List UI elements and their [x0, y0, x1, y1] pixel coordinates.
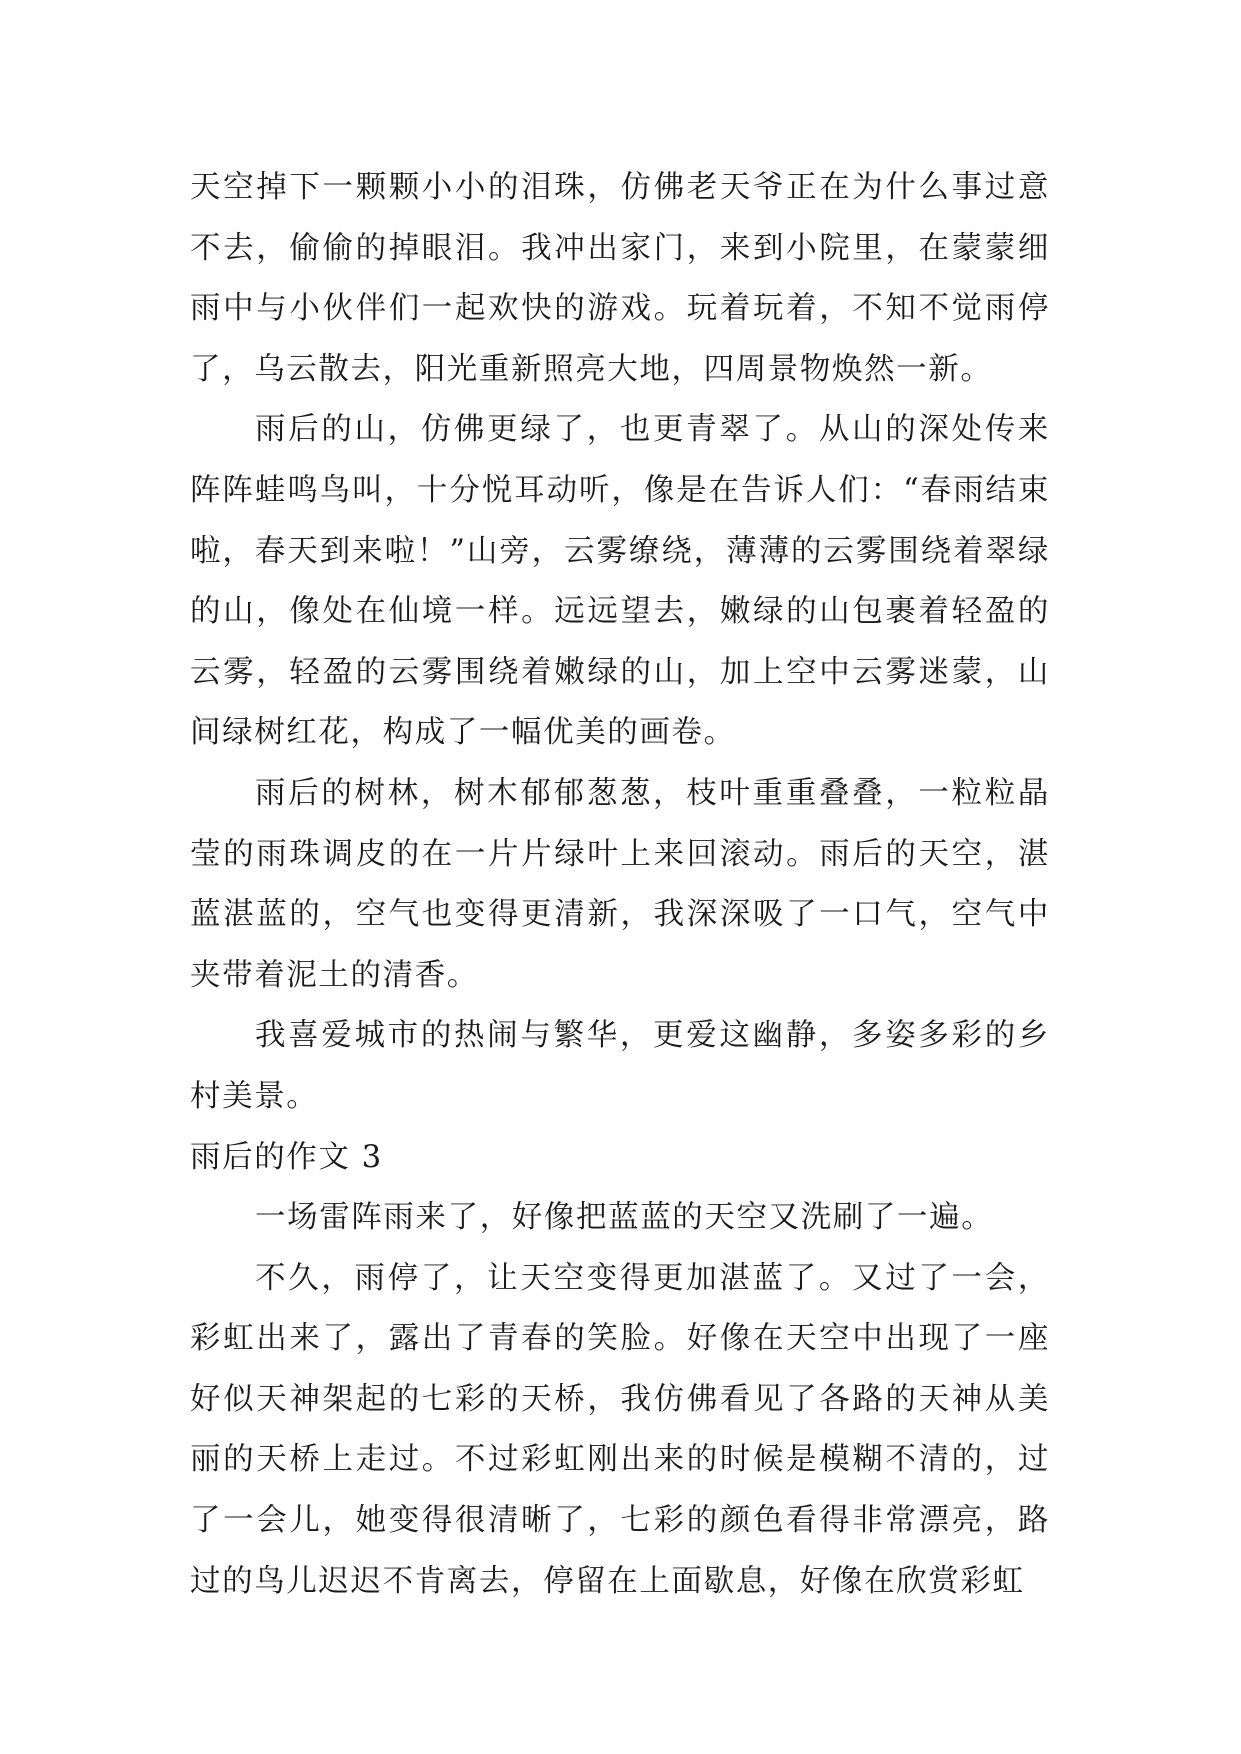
paragraph-2: 雨后的山，仿佛更绿了，也更青翠了。从山的深处传来阵阵蛙鸣鸟叫，十分悦耳动听，像是在告诉人们：“春雨结束啦，春天到来啦！”山旁，云雾缭绕，薄薄的云雾围绕着翠绿的山，像处在仙境一样。远远望去，嫩绿的山包裹着轻盈的云雾，轻盈的云雾围绕着嫩绿的山，加上空中云雾迷蒙，山间绿树红花，构成了一幅优美的画卷。 — [190, 412, 1050, 751]
paragraph-1: 天空掉下一颗颗小小的泪珠，仿佛老天爷正在为什么事过意不去，偷偷的掉眼泪。我冲出家门，来到小院里，在蒙蒙细雨中与小伙伴们一起欢快的游戏。玩着玩着，不知不觉雨停了，乌云散去，阳光重新照亮大地，四周景物焕然一新。 — [190, 170, 1050, 387]
paragraph-3: 雨后的树林，树木郁郁葱葱，枝叶重重叠叠，一粒粒晶莹的雨珠调皮的在一片片绿叶上来回滚动。雨后的天空，湛蓝湛蓝的，空气也变得更清新，我深深吸了一口气，空气中夹带着泥土的清香。 — [190, 775, 1050, 993]
section-paragraph-1: 一场雷阵雨来了，好像把蓝蓝的天空又洗刷了一遍。 — [255, 1200, 994, 1236]
document-body — [190, 158, 1050, 1612]
paragraph-4: 我喜爱城市的热闹与繁华，更爱这幽静，多姿多彩的乡村美景。 — [190, 1018, 1050, 1114]
section-title: 雨后的作文 3 — [190, 1139, 383, 1175]
section-paragraph-2: 不久，雨停了，让天空变得更加湛蓝了。又过了一会，彩虹出来了，露出了青春的笑脸。好像在天空中出现了一座好似天神架起的七彩的天桥，我仿佛看见了各路的天神从美丽的天桥上走过。不过彩虹刚出来的时候是模糊不清的，过了一会儿，她变得很清晰了，七彩的颜色看得非常漂亮，路过的鸟儿迟迟不肯离去，停留在上面歇息，好像在欣赏彩虹 — [190, 1260, 1050, 1599]
